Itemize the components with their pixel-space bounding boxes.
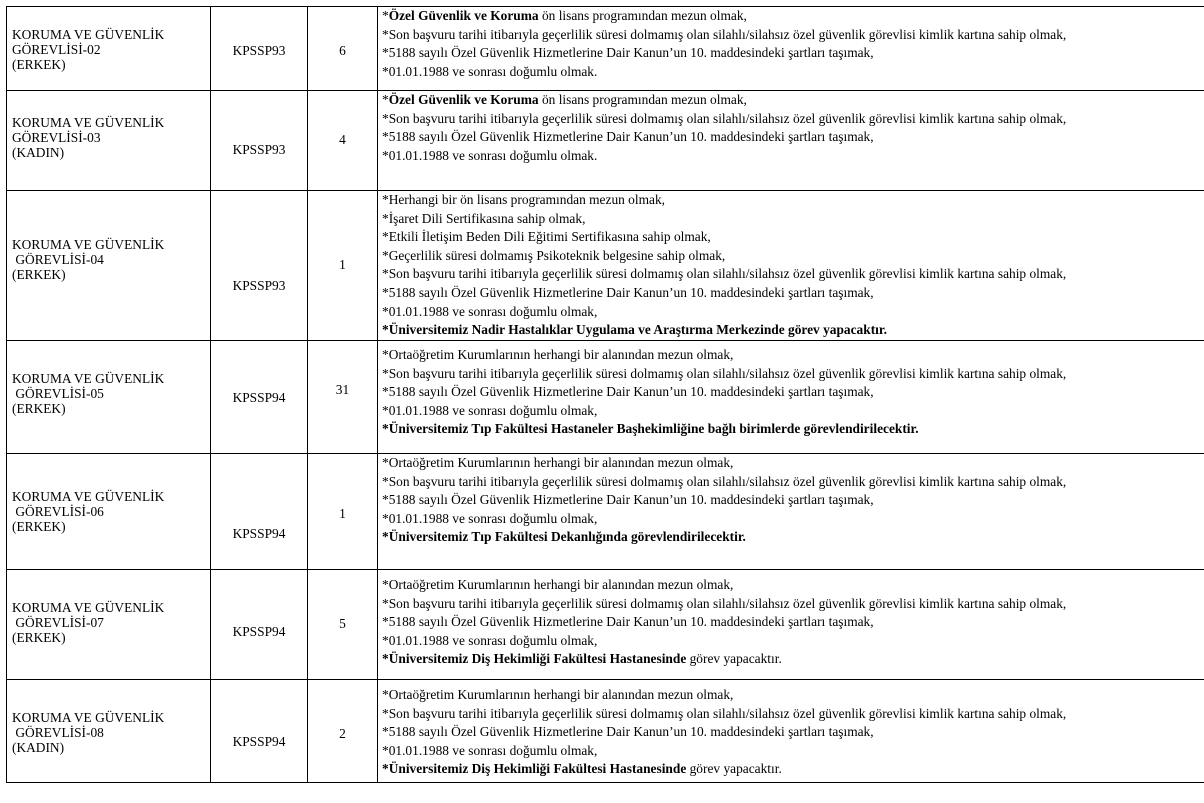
- requirement-line: [382, 473, 1204, 492]
- requirement-bold-text: Özel Güvenlik ve Koruma: [388, 8, 539, 23]
- requirement-text: *5188 sayılı Özel Güvenlik Hizmetlerine Dair Kanun’un 10. maddesindeki şartları taşımak,: [382, 614, 874, 630]
- requirement-text: ön lisans programından mezun olmak,: [538, 8, 747, 23]
- requirement-text: *01.01.1988 ve sonrası doğumlu olmak.: [382, 63, 598, 79]
- requirements-cell: [378, 570, 1204, 680]
- requirement-line: [382, 321, 1204, 340]
- requirement-line: [382, 284, 1204, 303]
- kpss-code: KPSSP93: [232, 43, 286, 58]
- requirement-line: [382, 632, 1204, 651]
- requirement-text: *01.01.1988 ve sonrası doğumlu olmak,: [382, 303, 598, 319]
- kpss-code: KPSSP94: [232, 390, 286, 405]
- requirement-bold-text: *Üniversitemiz Tıp Fakültesi Dekanlığında görevlendirilecektir.: [382, 529, 746, 545]
- requirement-text: *Son başvuru tarihi itibarıyla geçerlilik süresi dolmamış olan silahlı/silahsız özel güvenlik görevlisi kimlik kartına sahip olmak,: [382, 473, 1067, 489]
- kpss-code: KPSSP93: [232, 278, 286, 293]
- table-body: [7, 7, 1204, 783]
- position-name-cell: [7, 454, 211, 570]
- requirement-bold-text: *Üniversitemiz Nadir Hastalıklar Uygulama ve Araştırma Merkezinde görev yapacaktır.: [382, 322, 887, 338]
- requirement-line: [382, 7, 1204, 26]
- position-name-cell: [7, 7, 211, 91]
- kpss-code: KPSSP93: [232, 142, 286, 157]
- position-name-line: (ERKEK): [12, 401, 66, 416]
- requirement-text: görev yapacaktır.: [686, 651, 782, 667]
- requirement-line: [382, 383, 1204, 402]
- requirement-text: *Son başvuru tarihi itibarıyla geçerlilik süresi dolmamış olan silahlı/silahsız özel güvenlik görevlisi kimlik kartına sahip olmak,: [382, 705, 1067, 721]
- position-count-cell: [308, 454, 378, 570]
- requirement-bold-text: *Üniversitemiz Diş Hekimliği Fakültesi Hastanesinde: [382, 761, 687, 777]
- position-name-line: GÖREVLİSİ-08: [12, 725, 104, 740]
- position-name-cell: [7, 91, 211, 191]
- requirement-text: *Ortaöğretim Kurumlarının herhangi bir alanından mezun olmak,: [382, 455, 734, 470]
- position-name-line: GÖREVLİSİ-06: [12, 504, 104, 519]
- requirements-cell: [378, 191, 1204, 341]
- requirement-text: *01.01.1988 ve sonrası doğumlu olmak,: [382, 510, 598, 526]
- position-requirements-table: [6, 6, 1204, 783]
- kpss-code: KPSSP94: [232, 526, 286, 541]
- kpss-code-cell: [211, 341, 308, 454]
- table-row: [7, 341, 1204, 454]
- position-count-cell: [308, 7, 378, 91]
- requirement-text: *Herhangi bir ön lisans programından mezun olmak,: [382, 192, 665, 207]
- requirement-text: *Ortaöğretim Kurumlarının herhangi bir alanından mezun olmak,: [382, 577, 734, 592]
- kpss-code-cell: [211, 680, 308, 783]
- position-name-cell: [7, 570, 211, 680]
- requirement-text: görev yapacaktır.: [686, 761, 782, 777]
- requirement-line: [382, 228, 1204, 247]
- kpss-code: KPSSP94: [232, 734, 286, 749]
- position-name-line: KORUMA VE GÜVENLİK: [12, 371, 165, 386]
- requirements-cell: [378, 91, 1204, 191]
- position-name-line: GÖREVLİSİ-02: [12, 42, 101, 57]
- table-row: [7, 191, 1204, 341]
- requirement-text: *01.01.1988 ve sonrası doğumlu olmak,: [382, 742, 598, 758]
- kpss-code-cell: [211, 570, 308, 680]
- requirements-cell: [378, 341, 1204, 454]
- requirement-line: [382, 742, 1204, 761]
- position-name-line: GÖREVLİSİ-03: [12, 130, 101, 145]
- requirements-cell: [378, 454, 1204, 570]
- position-name-line: (ERKEK): [12, 519, 66, 534]
- requirement-bold-text: *Üniversitemiz Diş Hekimliği Fakültesi Hastanesinde: [382, 651, 687, 667]
- requirement-line: [382, 128, 1204, 147]
- requirement-line: [382, 686, 1204, 705]
- position-count: 4: [339, 132, 346, 147]
- requirement-line: [382, 528, 1204, 547]
- requirement-line: [382, 303, 1204, 322]
- requirement-line: [382, 510, 1204, 529]
- position-count-cell: [308, 680, 378, 783]
- requirement-text: *5188 sayılı Özel Güvenlik Hizmetlerine Dair Kanun’un 10. maddesindeki şartları taşımak,: [382, 45, 874, 61]
- position-name-line: KORUMA VE GÜVENLİK: [12, 710, 165, 725]
- position-name-cell: [7, 341, 211, 454]
- requirement-line: [382, 191, 1204, 210]
- position-name-line: KORUMA VE GÜVENLİK: [12, 115, 165, 130]
- position-count: 1: [339, 506, 346, 521]
- kpss-code-cell: [211, 91, 308, 191]
- position-name-line: GÖREVLİSİ-04: [12, 252, 104, 267]
- table-row: [7, 680, 1204, 783]
- requirement-text: *: [382, 92, 389, 107]
- requirements-cell: [378, 680, 1204, 783]
- requirement-text: *Son başvuru tarihi itibarıyla geçerlilik süresi dolmamış olan silahlı/silahsız özel güvenlik görevlisi kimlik kartına sahip olmak,: [382, 266, 1067, 282]
- requirement-text: *01.01.1988 ve sonrası doğumlu olmak,: [382, 402, 598, 418]
- requirement-text: *İşaret Dili Sertifikasına sahip olmak,: [382, 210, 586, 226]
- table-row: [7, 570, 1204, 680]
- requirement-line: [382, 402, 1204, 421]
- position-count-cell: [308, 191, 378, 341]
- requirement-line: [382, 44, 1204, 63]
- requirement-bold-text: *Üniversitemiz Tıp Fakültesi Hastaneler Başhekimliğine bağlı birimlerde görevlendirilecektir.: [382, 421, 919, 437]
- requirement-text: *Son başvuru tarihi itibarıyla geçerlilik süresi dolmamış olan silahlı/silahsız özel güvenlik görevlisi kimlik kartına sahip olmak,: [382, 110, 1067, 126]
- requirement-text: *5188 sayılı Özel Güvenlik Hizmetlerine Dair Kanun’un 10. maddesindeki şartları taşımak,: [382, 129, 874, 145]
- requirement-text: *01.01.1988 ve sonrası doğumlu olmak,: [382, 632, 598, 648]
- requirement-line: [382, 491, 1204, 510]
- requirement-line: [382, 147, 1204, 166]
- requirement-text: *Ortaöğretim Kurumlarının herhangi bir alanından mezun olmak,: [382, 347, 734, 362]
- position-name-line: KORUMA VE GÜVENLİK: [12, 27, 165, 42]
- requirement-text: *01.01.1988 ve sonrası doğumlu olmak.: [382, 147, 598, 163]
- requirement-line: [382, 63, 1204, 82]
- requirement-line: [382, 420, 1204, 439]
- position-name-line: KORUMA VE GÜVENLİK: [12, 489, 165, 504]
- requirement-text: *Etkili İletişim Beden Dili Eğitimi Sertifikasına sahip olmak,: [382, 229, 711, 245]
- position-count-cell: [308, 341, 378, 454]
- requirement-text: *Son başvuru tarihi itibarıyla geçerlilik süresi dolmamış olan silahlı/silahsız özel güvenlik görevlisi kimlik kartına sahip olmak,: [382, 26, 1067, 42]
- requirement-line: [382, 705, 1204, 724]
- position-name-cell: [7, 680, 211, 783]
- table-row: [7, 454, 1204, 570]
- requirement-line: [382, 576, 1204, 595]
- requirement-text: *: [382, 8, 389, 23]
- position-count-cell: [308, 91, 378, 191]
- position-name-line: (KADIN): [12, 740, 65, 755]
- requirement-text: *Son başvuru tarihi itibarıyla geçerlilik süresi dolmamış olan silahlı/silahsız özel güvenlik görevlisi kimlik kartına sahip olmak,: [382, 595, 1067, 611]
- position-name-line: KORUMA VE GÜVENLİK: [12, 600, 165, 615]
- table-row: [7, 91, 1204, 191]
- position-count-cell: [308, 570, 378, 680]
- requirement-bold-text: Özel Güvenlik ve Koruma: [388, 92, 539, 107]
- position-count: 2: [339, 726, 346, 741]
- requirement-line: [382, 247, 1204, 266]
- kpss-code-cell: [211, 191, 308, 341]
- position-count: 6: [339, 43, 346, 58]
- position-name-line: GÖREVLİSİ-07: [12, 615, 104, 630]
- requirements-cell: [378, 7, 1204, 91]
- position-name-cell: [7, 191, 211, 341]
- requirement-line: [382, 365, 1204, 384]
- kpss-code-cell: [211, 7, 308, 91]
- requirement-text: *5188 sayılı Özel Güvenlik Hizmetlerine Dair Kanun’un 10. maddesindeki şartları taşımak,: [382, 724, 874, 740]
- requirement-line: [382, 91, 1204, 110]
- requirement-line: [382, 613, 1204, 632]
- position-name-line: GÖREVLİSİ-05: [12, 386, 104, 401]
- requirement-text: *5188 sayılı Özel Güvenlik Hizmetlerine Dair Kanun’un 10. maddesindeki şartları taşımak,: [382, 284, 874, 300]
- position-name-line: (ERKEK): [12, 630, 66, 645]
- requirement-line: [382, 346, 1204, 365]
- position-name-line: (ERKEK): [12, 267, 66, 282]
- requirement-text: *5188 sayılı Özel Güvenlik Hizmetlerine Dair Kanun’un 10. maddesindeki şartları taşımak,: [382, 492, 874, 508]
- requirement-line: [382, 723, 1204, 742]
- position-name-line: KORUMA VE GÜVENLİK: [12, 237, 165, 252]
- requirement-line: [382, 26, 1204, 45]
- position-count: 1: [339, 257, 346, 272]
- kpss-code-cell: [211, 454, 308, 570]
- requirement-line: [382, 110, 1204, 129]
- requirement-text: *Ortaöğretim Kurumlarının herhangi bir alanından mezun olmak,: [382, 687, 734, 702]
- kpss-code: KPSSP94: [232, 624, 286, 639]
- position-count: 31: [335, 382, 350, 397]
- requirement-text: *5188 sayılı Özel Güvenlik Hizmetlerine Dair Kanun’un 10. maddesindeki şartları taşımak,: [382, 384, 874, 400]
- requirement-text: *Geçerlilik süresi dolmamış Psikoteknik belgesine sahip olmak,: [382, 247, 726, 263]
- position-count: 5: [339, 616, 346, 631]
- requirement-line: [382, 210, 1204, 229]
- requirement-line: [382, 454, 1204, 473]
- requirement-text: ön lisans programından mezun olmak,: [538, 92, 747, 107]
- table-row: [7, 7, 1204, 91]
- position-name-line: (ERKEK): [12, 57, 66, 72]
- requirement-text: *Son başvuru tarihi itibarıyla geçerlilik süresi dolmamış olan silahlı/silahsız özel güvenlik görevlisi kimlik kartına sahip olmak,: [382, 365, 1067, 381]
- requirement-line: [382, 265, 1204, 284]
- requirement-line: [382, 650, 1204, 669]
- requirement-line: [382, 760, 1204, 779]
- requirement-line: [382, 595, 1204, 614]
- position-name-line: (KADIN): [12, 145, 65, 160]
